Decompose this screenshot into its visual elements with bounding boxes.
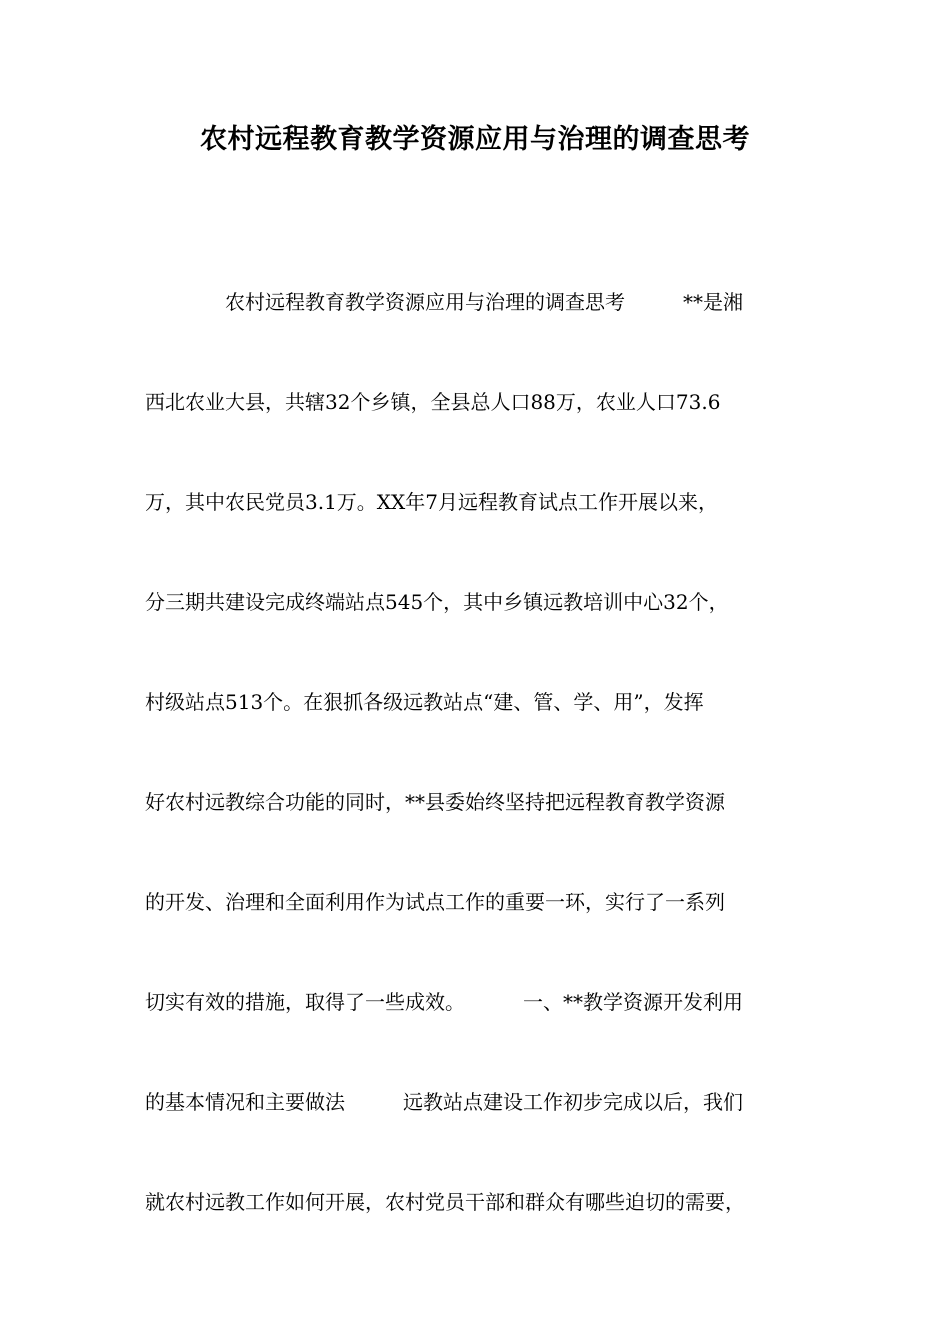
body-line-3 — [145, 476, 825, 576]
body-line-9 — [145, 1076, 825, 1176]
body-text-segment: 分三期共建设完成终端站点545个，其中乡镇远教培训中心32个， — [145, 590, 729, 614]
body-text-segment: 农村远程教育教学资源应用与治理的调查思考 — [225, 290, 625, 314]
body-line-7 — [145, 876, 825, 976]
body-line-5 — [145, 676, 825, 776]
body-line-6 — [145, 776, 825, 876]
body-text-segment: 村级站点513个。在狠抓各级远教站点“建、管、学、用”，发挥 — [145, 690, 704, 714]
document-title: 农村远程教育教学资源应用与治理的调查思考 — [200, 124, 750, 155]
body-text-segment: 的开发、治理和全面利用作为试点工作的重要一环，实行了一系列 — [145, 890, 725, 914]
body-text-segment: 西北农业大县，共辖32个乡镇，全县总人口88万，农业人口73.6 — [145, 390, 721, 414]
document-body — [145, 276, 825, 1276]
body-text-segment: 切实有效的措施，取得了一些成效。 — [145, 990, 465, 1014]
body-line-8 — [145, 976, 825, 1076]
body-line-4 — [145, 576, 825, 676]
body-text-segment: 就农村远教工作如何开展，农村党员干部和群众有哪些迫切的需要， — [145, 1190, 745, 1214]
body-line-1 — [145, 276, 825, 376]
body-text-segment: 万，其中农民党员3.1万。XX年7月远程教育试点工作开展以来， — [145, 490, 719, 514]
body-text-segment: 好农村远教综合功能的同时，**县委始终坚持把远程教育教学资源 — [145, 790, 725, 814]
body-text-segment: 一、**教学资源开发利用 — [523, 990, 743, 1014]
body-line-2 — [145, 376, 825, 476]
body-text-segment: 的基本情况和主要做法 — [145, 1090, 345, 1114]
body-text-segment: **是湘 — [683, 290, 743, 314]
body-line-10 — [145, 1176, 825, 1276]
body-text-segment: 远教站点建设工作初步完成以后，我们 — [403, 1090, 743, 1114]
